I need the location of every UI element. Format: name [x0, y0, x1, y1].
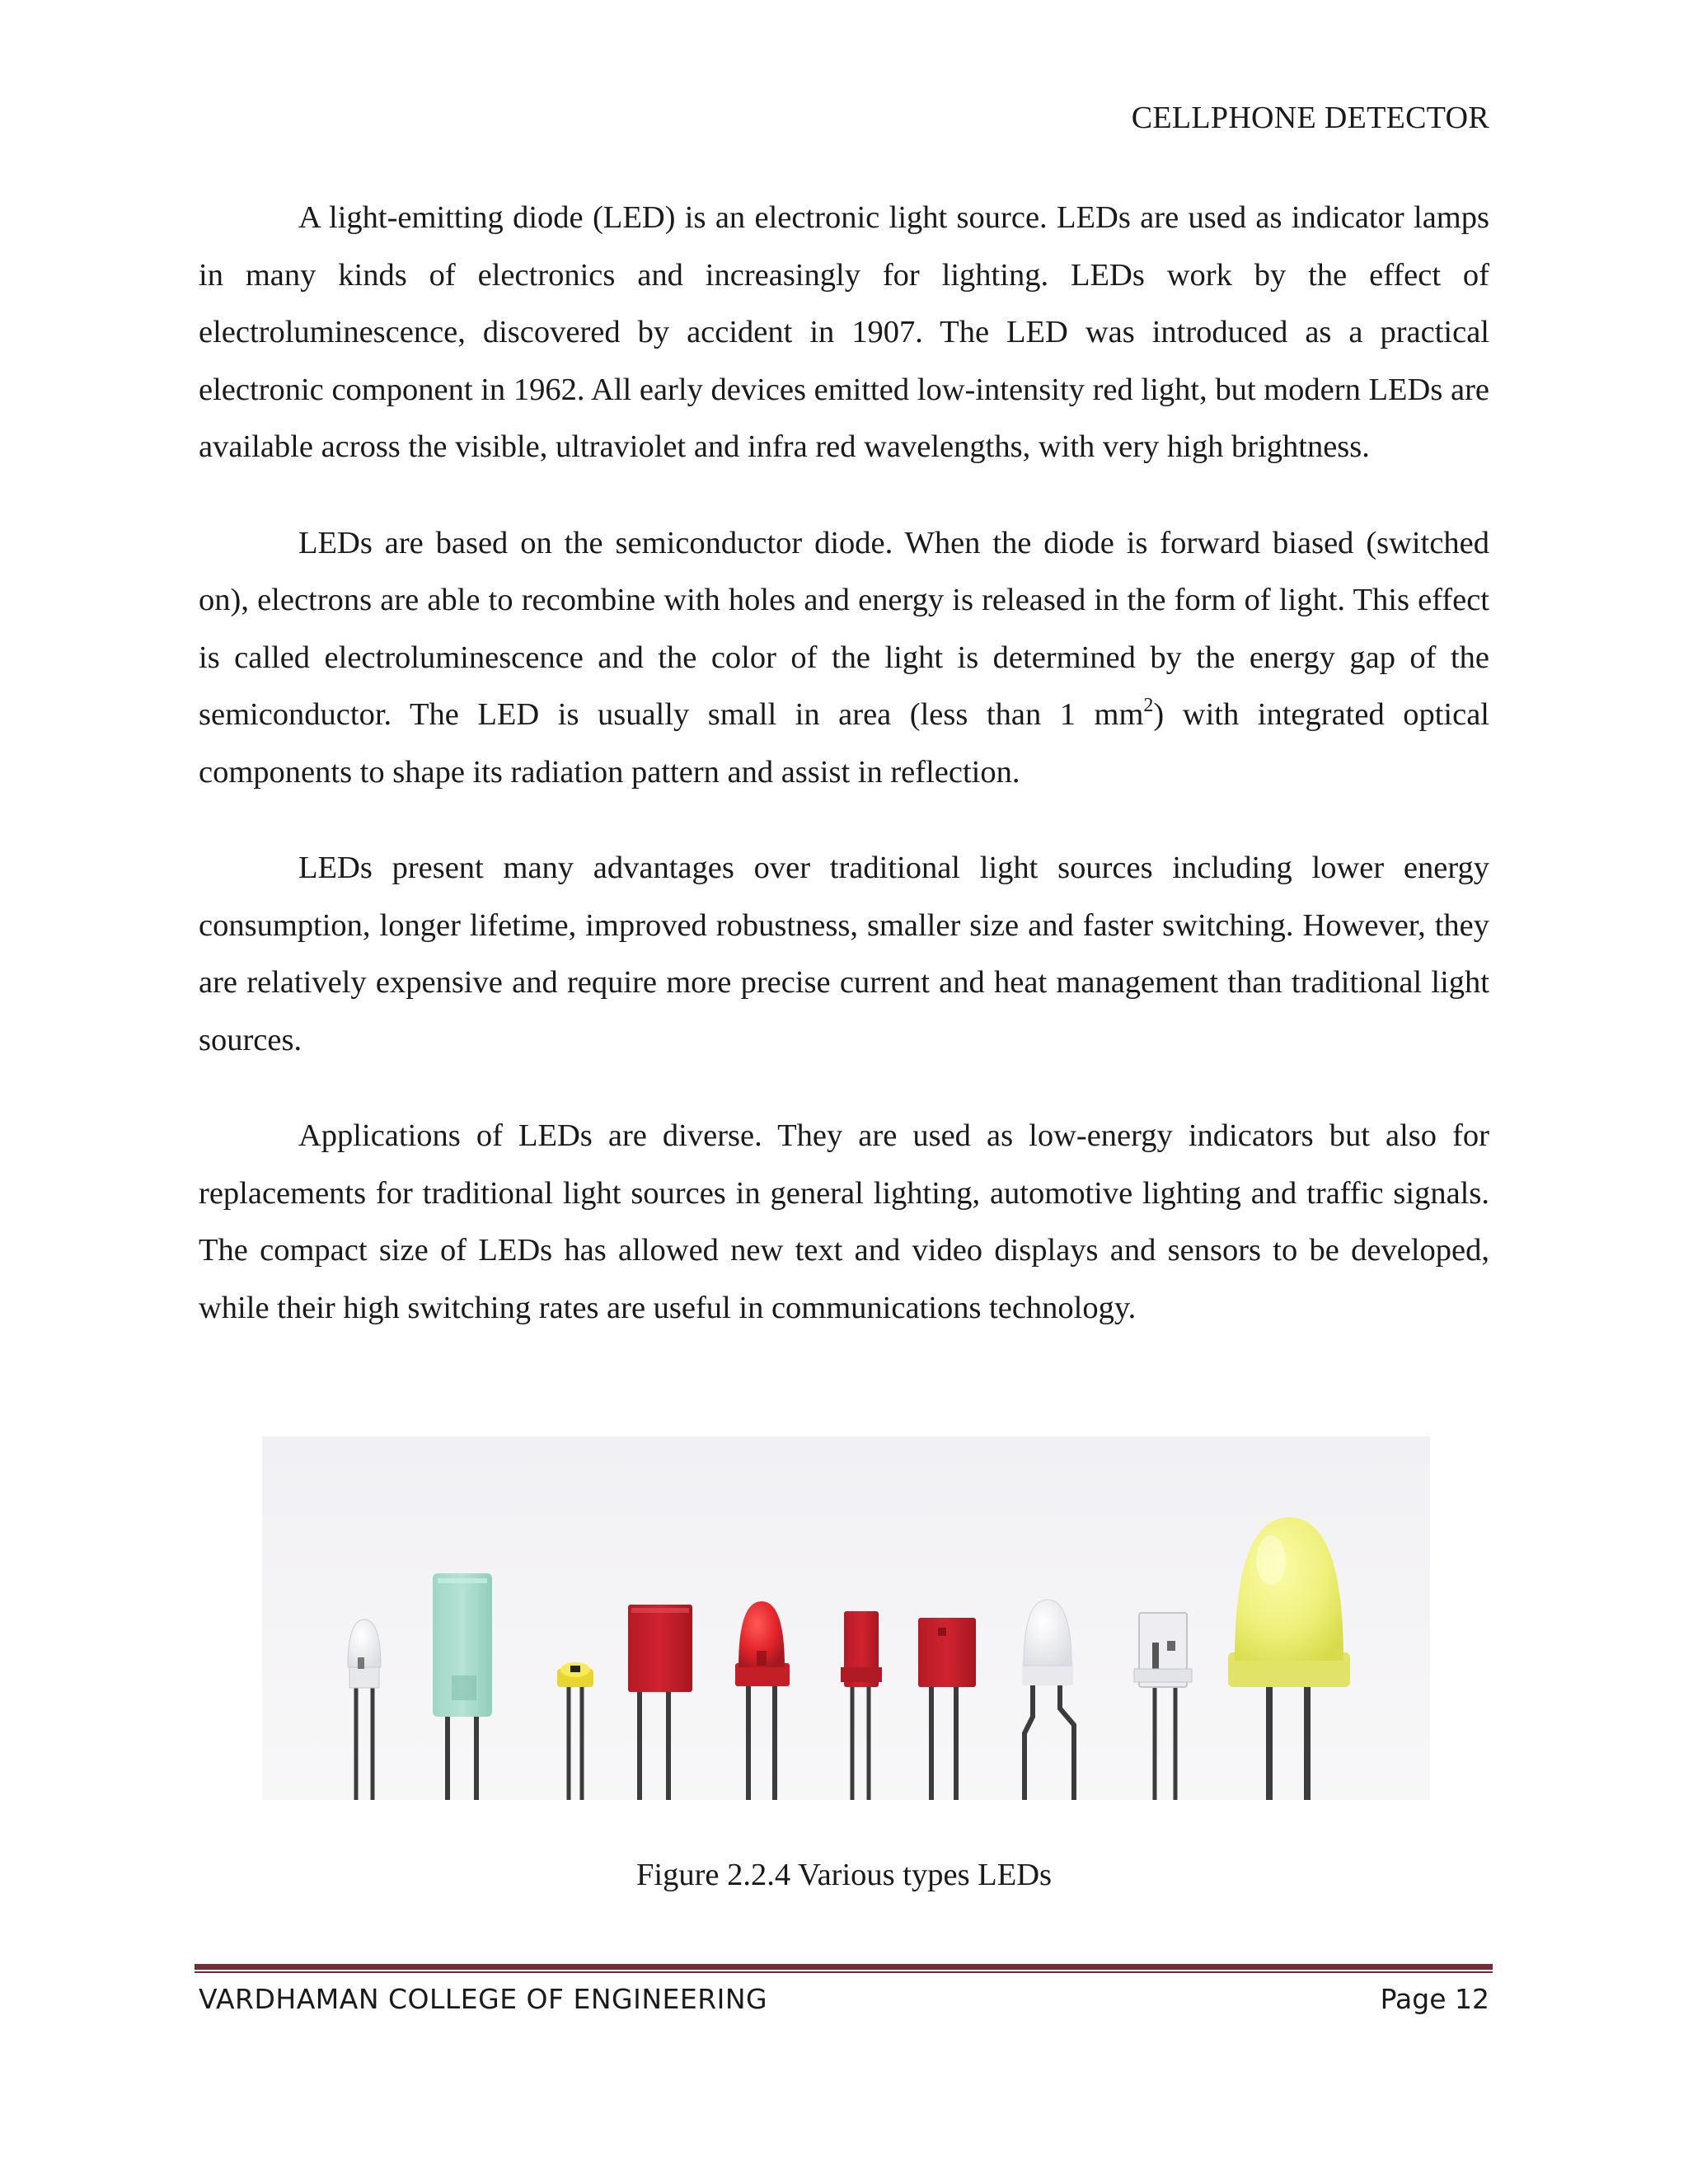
footer-page-number: Page 12	[1380, 1983, 1489, 2015]
led-illustration	[262, 1436, 1430, 1800]
paragraph-text-before-superscript: LEDs are based on the semiconductor diode. When the diode is forward biased (switched on), electrons are able to recombine with holes and energy is released in the form of light. This effect is called electroluminescence and the color of the light is determined by the energy gap of the semiconductor. The LED is usually small in area (less than 1 mm	[199, 525, 1489, 732]
led-photo	[262, 1436, 1430, 1800]
footer-rule-thick	[195, 1964, 1493, 1970]
running-header: CELLPHONE DETECTOR	[1131, 101, 1489, 135]
footer-rule-thin	[195, 1971, 1493, 1973]
paragraph-led-intro: A light-emitting diode (LED) is an electronic light source. LEDs are used as indicator lamps in many kinds of electronics and increasingly for lighting. LEDs work by the effect of electroluminescence, discovered by accident in 1907. The LED was introduced as a practical electronic component in 1962. All early devices emitted low-intensity red light, but modern LEDs are available across the visible, ultraviolet and infra red wavelengths, with very high brightness.	[199, 200, 1489, 464]
superscript-exponent: 2	[1143, 695, 1154, 716]
body-text	[199, 190, 1489, 1376]
paragraph-led-applications: Applications of LEDs are diverse. They are used as low-energy indicators but also for replacements for traditional light sources in general lighting, automotive lighting and traffic signals. The compact size of LEDs has allowed new text and video displays and sensors to be developed, while their high switching rates are useful in communications technology.	[199, 1118, 1489, 1325]
paragraph-led-advantages: LEDs present many advantages over traditional light sources including lower energy consumption, longer lifetime, improved robustness, smaller size and faster switching. However, they are relatively expensive and require more precise current and heat management than traditional light sources.	[199, 851, 1489, 1057]
figure-caption: Figure 2.2.4 Various types LEDs	[635, 1858, 1053, 1892]
paragraph-text-after-superscript: ) with integrated optical components to shape its radiation pattern and assist in reflection.	[199, 697, 1489, 790]
paragraph-led-semiconductor	[199, 515, 1489, 802]
footer-institution: VARDHAMAN COLLEGE OF ENGINEERING	[199, 1983, 768, 2015]
footer-rule	[195, 1964, 1493, 1974]
